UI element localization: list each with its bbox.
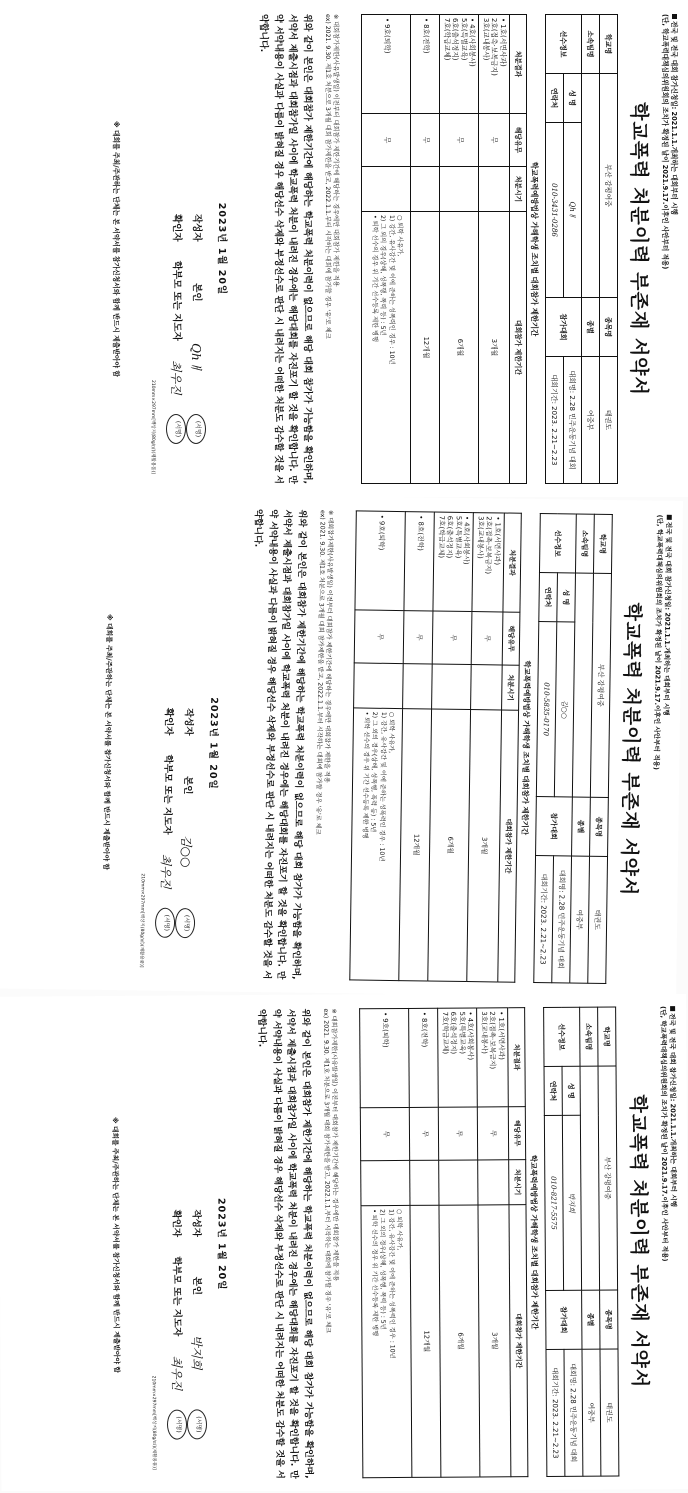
confirmer-signature: 최우진 <box>158 853 174 889</box>
confirmer-label: 확인자 <box>162 707 175 736</box>
row4-note: ○ 퇴학 사유가, <box>396 1208 404 1251</box>
bullet-square-icon <box>670 1006 675 1011</box>
name-value: 김○○ <box>554 622 574 797</box>
meet-name: 대회명: 2.28 민주운동기념 대회 <box>564 1349 583 1476</box>
gender-label: 종별 <box>582 1290 600 1349</box>
row2-timing <box>439 1160 478 1205</box>
footnote-line1: ※ 대회참가제한(사유발생일) 이전부터 대회참가 제한기간에 해당하는 경우에만 대회참가 제한을 적용 <box>332 14 339 287</box>
bullet-square-icon <box>672 14 677 19</box>
row2-item: 5호(특별교육) <box>458 1011 467 1055</box>
footnote-line2: ex) 2021. 9.30. 제1호 처분으로 3개월 대회 참가제한을 받고, 2022.1.1.부터 시작하는 대회에 참가할 경우 '유'로 체크 <box>324 14 331 339</box>
writer-role: 본인 <box>190 1276 203 1296</box>
row2-mark: 무 <box>439 1107 478 1160</box>
pledge-form <box>4 1006 683 1481</box>
school-label: 학교명 <box>600 15 618 74</box>
row2-item: 5호(특별교육) <box>460 18 468 61</box>
name-label: 성 명 <box>564 74 582 123</box>
row1-period: 3개월 <box>478 1205 510 1477</box>
footnote-line2: ex) 2021. 9.30. 제1호 처분으로 3개월 대회 참가제한을 받고, 2022.1.1.부터 시작하는 대회에 참가할 경우 '유'로 체크 <box>314 509 326 835</box>
header-applicable: 해당유무 <box>508 1107 525 1160</box>
header-restriction: 대회참가 제한기간 <box>509 1205 528 1477</box>
notice-line2: (단, 학교폭력대책심의위원회의 조치가 확정된 날이 2021.9.17.이후인 사안부터 적용) <box>652 514 664 771</box>
row1-mark: 무 <box>478 1107 509 1160</box>
row4-notes <box>361 1205 412 1477</box>
confirmer-seal-icon: (서명) <box>167 1409 187 1439</box>
row4-timing <box>354 663 404 709</box>
meet-label: 참가대회 <box>546 298 582 357</box>
pledge-body-text: 위와 같이 본인은 대회참가 제한기간에 해당하는 학교폭력 처분이력이 없으므로 해당 대회 참가가 가능함을 확인하며, 서약서 제출시점과 대회참가일 사이에 학교폭력 처분이 내려진 경우에는 해당대회를 자진포기 할 것을 확인합니다. 만약 서약내용이 사실과 다름이 밝혀질 경우 해당선수 삭제와 부정선수로 판단 시 내려지는 어떠한 처분도 감수할 것을 서약합니다. <box>252 509 307 980</box>
row3-timing <box>403 664 433 709</box>
confirmer-label: 확인자 <box>170 1209 182 1238</box>
row4-mark: 무 <box>355 610 405 664</box>
paper-spec: 210mm×297mm[백상지(80g/㎡)(재활용품)] <box>150 379 155 474</box>
header-result: 처분결과 <box>510 15 527 114</box>
athlete-label: 선수정보 <box>539 514 576 573</box>
row4-timing <box>361 1160 410 1205</box>
header-applicable: 해당유무 <box>510 114 527 167</box>
row1-item: • 1호(서면사과) <box>493 516 502 566</box>
meet-name: 대회명: 2.28 민주운동기념 대회 <box>552 856 572 983</box>
row3-period: 12개월 <box>399 709 432 981</box>
phone-label: 연락처 <box>544 1066 562 1115</box>
pledge-body-text: 위와 같이 본인은 대회참가 제한기간에 해당하는 학교폭력 처분이력이 없으므로 해당 대회 참가가 가능함을 확인하며, 서약서 제출시점과 대회참가일 사이에 학교폭력 처분이 내려진 경우에는 해당대회를 자진포기 할 것을 확인합니다. 만약 서약내용이 사실과 다름이 밝혀질 경우 해당선수 삭제와 부정선수로 판단 시 내려지는 어떠한 처분도 감수할 것을 서약합니다. <box>258 14 312 484</box>
row4-notes <box>362 212 411 484</box>
row1-item: 3호(교내봉사) <box>482 18 490 61</box>
row4-note: 1) 강간, 유사강간 및 이에 준하는 성폭력인 경우 : 10년 <box>387 1209 396 1359</box>
header-restriction: 대회참가 제한기간 <box>498 710 519 982</box>
school-value: 부산 강평여중 <box>598 1066 618 1290</box>
table-row <box>350 511 406 981</box>
scanned-page-2 <box>0 497 688 994</box>
row2-item: • 4호(사회봉사) <box>466 1011 475 1061</box>
table-row <box>479 15 510 484</box>
table-subtitle: 학교폭력예방법상 가해학생 조치별 대회참가 제한기간 <box>530 161 539 337</box>
notice-line2: (단, 학교폭력대책심의위원회의 조치가 확정된 날이 2021.9.17.이후인 사안부터 적용) <box>661 14 669 270</box>
row1-period: 3개월 <box>479 212 510 484</box>
row4-timing <box>362 167 411 212</box>
row4-item: • 9호(퇴학) <box>382 18 391 54</box>
school-value: 부산 강평여중 <box>590 573 611 797</box>
footnote <box>323 14 339 484</box>
row4-note: ○ 퇴학 사유가, <box>387 711 396 754</box>
row1-item: 2호(접촉·보복금지) <box>484 516 494 575</box>
row2-mark: 무 <box>440 114 479 167</box>
table-row <box>477 1008 511 1477</box>
row4-mark: 무 <box>361 1107 410 1160</box>
pledge-date: 2023년 1월 20일 <box>206 697 220 790</box>
row3-mark: 무 <box>411 114 440 167</box>
header-timing: 처분시기 <box>509 1160 526 1205</box>
row4-item: • 9호(퇴학) <box>377 514 386 551</box>
table-row <box>438 1008 480 1477</box>
meet-name: 대회명: 2.28 민주운동기념 대회 <box>564 357 582 484</box>
gender-label: 종별 <box>582 298 600 357</box>
confirmer-seal-icon: (서명) <box>155 908 175 938</box>
name-value: Qhㅐ <box>564 123 582 298</box>
phone-label: 연락처 <box>539 573 558 622</box>
form-title: 학교폭력 처분이력 부존재 서약서 <box>617 602 644 897</box>
team-value <box>582 74 600 298</box>
gender-value: 여중부 <box>582 357 600 484</box>
header-timing: 처분시기 <box>510 167 527 212</box>
disposition-table <box>362 14 528 484</box>
header-timing: 처분시기 <box>502 665 520 710</box>
writer-label: 작성자 <box>182 708 195 736</box>
header-applicable: 해당유무 <box>502 612 520 665</box>
signature-block <box>155 708 198 939</box>
meet-period: 대회기간: 2023. 2.21~2.23 <box>546 357 564 484</box>
row4-item: • 9호(퇴학) <box>380 1012 390 1048</box>
meet-period: 대회기간: 2023. 2.21~2.23 <box>546 1349 565 1476</box>
notice-line1: 전국 및 전국 대회 참가신청일: 2021.1.1.개최하는 대회부터 시행 <box>662 521 673 716</box>
row2-item: 7호(학급교체) <box>437 515 446 559</box>
team-label: 소속팀명 <box>575 514 594 573</box>
row3-period: 12개월 <box>410 1205 441 1477</box>
scanned-page-3 <box>0 994 688 1491</box>
event-label: 종목명 <box>600 1290 618 1349</box>
row1-item: 3호(교내봉사) <box>476 516 485 559</box>
footnote <box>311 510 334 980</box>
row2-period: 6개월 <box>428 709 471 982</box>
row4-note: • 퇴학 선수의 경우 위 기간 선수등록 제한 병행 <box>370 1209 379 1337</box>
team-value <box>580 1066 600 1290</box>
paper-spec: 210mm×297mm[백상지(80g/㎡)(재활용품)] <box>150 1375 157 1470</box>
meet-label: 참가대회 <box>536 796 573 855</box>
submission-warning: ※ 대회를 주최/주관하는 단체는 본 서약서를 참가신청서와 함께 반드시 제출받아야 함 <box>101 613 114 871</box>
row2-item: 5호(특별교육) <box>454 515 463 559</box>
row2-item: • 4호(사회봉사) <box>462 515 472 565</box>
table-row <box>428 512 474 981</box>
school-label: 학교명 <box>593 514 612 573</box>
table-row <box>411 15 440 484</box>
row2-item: 7호(학급교체) <box>441 1011 450 1055</box>
row3-timing <box>411 167 440 212</box>
row1-item: 3호(교내봉사) <box>480 1011 489 1054</box>
pledge-form <box>6 14 682 484</box>
form-title: 학교폭력 처분이력 부존재 서약서 <box>628 102 650 396</box>
notice-line1: 전국 및 전국 대회 참가신청일: 2021.1.1.개최하는 대회부터 시행 <box>670 21 678 215</box>
submission-warning: ※ 대회를 주최/주관하는 단체는 본 서약서를 참가신청서와 함께 반드시 제출받아야 함 <box>112 121 120 377</box>
confirmer-role: 학부모 또는 지도자 <box>170 1256 183 1337</box>
info-table <box>545 14 618 484</box>
confirmer-signature: 최우진 <box>169 360 183 395</box>
row4-note: 2) 그 외의 경우(상해, 성폭행, 폭력 등) : 5년 <box>369 711 379 833</box>
notice-line1: 전국 및 전국 대회 참가신청일: 2021.1.1.개최하는 대회부터 시행 <box>668 1013 678 1208</box>
writer-label: 작성자 <box>190 1209 202 1237</box>
row2-timing <box>432 664 472 710</box>
athlete-label: 선수정보 <box>544 1007 580 1066</box>
writer-signature: 김○○ <box>178 834 194 868</box>
footnote-line1: ※ 대회참가제한(사유발생일) 이전부터 대회참가 제한기간에 해당하는 경우에만 대회참가 제한을 적용 <box>330 1008 340 1282</box>
row1-timing <box>471 665 502 710</box>
pledge-body-text: 위와 같이 본인은 대회참가 제한기간에 해당하는 학교폭력 처분이력이 없으므로 해당 대회 참가가 가능함을 확인하며, 서약서 제출시점과 대회참가일 사이에 학교폭력 처분이 내려진 경우에는 해당대회를 자진포기 할 것을 확인합니다. 만약 서약내용이 사실과 다름이 밝혀질 경우 해당선수 삭제와 부정선수로 판단 시 내려지는 어떠한 처분도 감수할 것을 서약합니다. <box>256 1008 314 1479</box>
row2-item: 7호(학급교체) <box>443 18 451 61</box>
gender-value: 여중부 <box>570 856 590 983</box>
writer-label: 작성자 <box>191 214 202 242</box>
row4-mark: 무 <box>362 114 411 167</box>
row3-timing <box>410 1160 439 1205</box>
pledge-date: 2023년 1월 20일 <box>216 202 227 296</box>
event-value: 태권도 <box>588 856 608 983</box>
disposition-table <box>350 510 522 982</box>
phone-label: 연락처 <box>546 74 564 123</box>
paper-spec: 210mm×297mm[백상지(80g/㎡)(재활용품)] <box>138 873 145 968</box>
notice <box>648 515 673 985</box>
footnote-line2: ex) 2021. 9.30. 제1호 처분으로 3개월 대회 참가제한을 받고, 2022.1.1.부터 시작하는 대회에 참가할 경우 '유'로 체크 <box>322 1008 332 1334</box>
row1-timing <box>478 1160 509 1205</box>
rotated-form-3 <box>0 994 688 1491</box>
row3-item: • 8호(전학) <box>416 515 425 551</box>
school-label: 학교명 <box>598 1007 616 1066</box>
bullet-square-icon <box>667 515 672 520</box>
row4-note: 2) 그 외의 경우(상해, 성폭행, 폭력 등) : 5년 <box>379 215 387 336</box>
rotated-form-2 <box>0 497 683 994</box>
writer-signature: Qhㅐ <box>189 343 203 373</box>
rotated-form-1 <box>0 0 688 497</box>
row2-mark: 무 <box>433 611 473 665</box>
writer-role: 본인 <box>181 776 194 795</box>
table-subtitle: 학교폭력예방법상 가해학생 조치별 대회참가 제한기간 <box>529 1154 540 1330</box>
table-row <box>360 1008 412 1477</box>
row3-mark: 무 <box>404 611 434 664</box>
notice <box>658 1006 679 1476</box>
notice-line2: (단, 학교폭력대책심의위원회의 조치가 확정된 날이 2021.9.17.이후인 사안부터 적용) <box>659 1006 669 1262</box>
gender-label: 종별 <box>572 797 591 856</box>
writer-seal-icon: (서명) <box>175 908 195 938</box>
meet-label: 참가대회 <box>546 1290 582 1349</box>
row4-note: • 퇴학 선수의 경우 위 기간 선수등록 제한 병행 <box>371 215 378 342</box>
row1-item: 2호(접촉·보복금지) <box>490 18 499 76</box>
team-label: 소속팀명 <box>580 1007 598 1066</box>
row2-item: 6호(출석정지) <box>445 515 455 559</box>
row1-mark: 무 <box>472 612 503 665</box>
writer-signature: 박지희 <box>189 1334 204 1370</box>
phone-value: 010-5835-0170 <box>536 621 556 796</box>
row2-timing <box>440 167 479 212</box>
writer-seal-icon: (서명) <box>187 1409 207 1439</box>
confirmer-role: 학부모 또는 지도자 <box>161 754 174 835</box>
writer-role: 본인 <box>191 283 202 302</box>
row2-item: • 4호(사회봉사) <box>468 18 477 67</box>
row4-note: ○ 퇴학 사유가, <box>396 215 404 257</box>
pledge-form <box>0 505 677 984</box>
row2-period: 6개월 <box>440 212 479 484</box>
athlete-label: 선수정보 <box>546 15 582 74</box>
submission-warning: ※ 대회를 주최/주관하는 단체는 본 서약서를 참가신청서와 함께 반드시 제출받아야 함 <box>110 1116 121 1374</box>
row4-note: • 퇴학 선수의 경우 위 기간 선수등록 제한 병행 <box>361 711 371 839</box>
row2-item: 6호(출석정지) <box>451 18 460 61</box>
school-value: 부산 강평여중 <box>600 74 618 298</box>
signature-block <box>166 1209 208 1439</box>
row4-notes <box>350 708 403 981</box>
row3-period: 12개월 <box>411 212 440 484</box>
header-result: 처분결과 <box>508 1008 526 1107</box>
confirmer-seal-icon: (서명) <box>166 414 186 444</box>
table-row <box>409 1008 441 1477</box>
row1-mark: 무 <box>479 114 510 167</box>
event-value: 태권도 <box>600 1349 619 1476</box>
info-table <box>533 513 613 984</box>
footnote <box>321 1008 340 1478</box>
event-label: 종목명 <box>590 797 609 856</box>
name-label: 성 명 <box>562 1066 580 1115</box>
disposition-table <box>360 1007 529 1478</box>
row1-item: 2호(접촉·보복금지) <box>488 1011 498 1070</box>
row4-note: 2) 그 외의 경우(상해, 성폭행, 폭력 등) : 5년 <box>379 1209 387 1330</box>
row4-note: 1) 강간, 유사강간 및 이에 준하는 성폭력인 경우 : 10년 <box>388 215 395 365</box>
team-label: 소속팀명 <box>582 15 600 74</box>
scanned-page-1 <box>0 0 688 497</box>
meet-period: 대회기간: 2023. 2.21~2.23 <box>534 855 554 982</box>
team-value <box>572 573 593 797</box>
name-label: 성 명 <box>557 573 576 622</box>
form-title: 학교폭력 처분이력 부존재 서약서 <box>626 1094 651 1389</box>
row2-period: 6개월 <box>439 1205 480 1477</box>
confirmer-label: 확인자 <box>171 214 182 242</box>
info-table <box>543 1006 619 1476</box>
row3-item: • 8호(전학) <box>419 1011 429 1048</box>
pledge-date: 2023년 1월 20일 <box>215 1197 228 1291</box>
row4-note: 1) 강간, 유사강간 및 이에 준하는 성폭력인 경우 : 10년 <box>377 711 388 862</box>
event-value: 태권도 <box>600 357 618 484</box>
row1-item: • 1호(서면사과) <box>499 18 507 67</box>
confirmer-signature: 최우진 <box>169 1355 184 1391</box>
row2-item: 6호(출석정지) <box>449 1011 458 1055</box>
table-row <box>362 15 411 484</box>
notice <box>660 14 678 484</box>
confirmer-role: 학부모 또는 지도자 <box>171 260 182 341</box>
header-restriction: 대회참가 제한기간 <box>510 212 527 484</box>
name-value: 박지희 <box>562 1115 581 1290</box>
row1-period: 3개월 <box>467 710 501 982</box>
phone-value: 010-8217-5575 <box>544 1115 563 1290</box>
row3-mark: 무 <box>410 1107 439 1160</box>
row1-timing <box>479 167 510 212</box>
table-subtitle: 학교폭력예방법상 가해학생 조치별 대회참가 제한기간 <box>520 660 532 836</box>
row1-item: • 1호(서면사과) <box>497 1011 506 1060</box>
row3-item: • 8호(전학) <box>421 18 430 54</box>
table-row <box>440 15 479 484</box>
event-label: 종목명 <box>600 298 618 357</box>
footnote-line1: ※ 대회참가제한(사유발생일) 이전부터 대회참가 제한기간에 해당하는 경우에만 대회참가 제한을 적용 <box>323 510 334 783</box>
phone-value: 010-3431-0286 <box>546 123 564 298</box>
header-result: 처분결과 <box>503 513 521 612</box>
signature-block <box>166 214 206 444</box>
gender-value: 여중부 <box>582 1349 601 1476</box>
writer-seal-icon: (서명) <box>186 414 206 444</box>
